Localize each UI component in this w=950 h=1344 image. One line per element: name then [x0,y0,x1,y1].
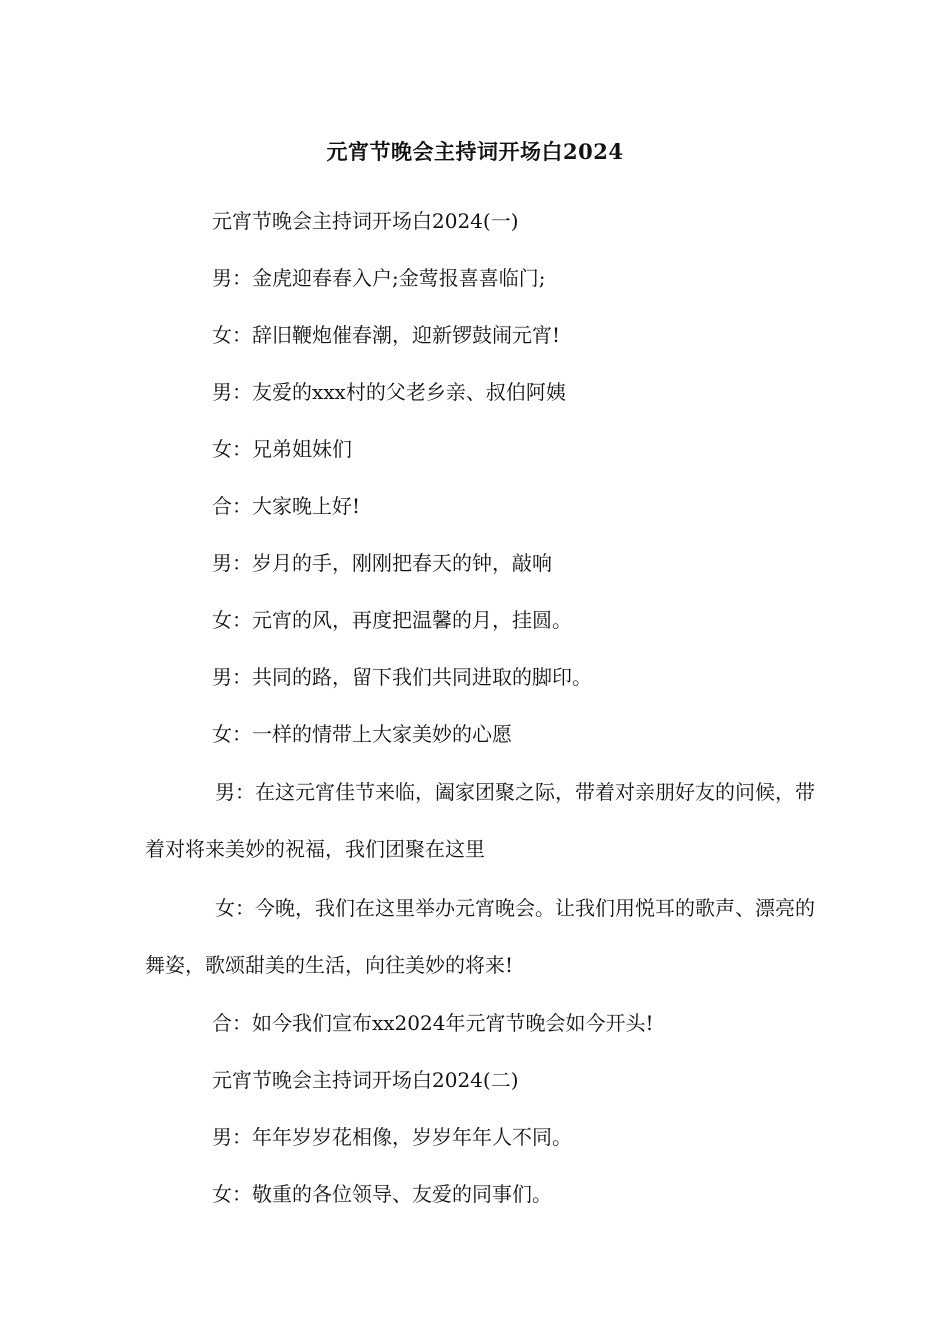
paragraph: 男：友爱的xxx村的父老乡亲、叔伯阿姨 [212,380,566,404]
paragraph: 男：岁月的手，刚刚把春天的钟，敲响 [212,551,552,575]
paragraph: 男：在这元宵佳节来临，阖家团聚之际，带着对亲朋好友的问候，带着对将来美妙的祝福，我们团聚在这里 [145,780,815,861]
paragraph: 女：元宵的风，再度把温馨的月，挂圆。 [212,608,572,632]
paragraph: 男：金虎迎春春入户;金莺报喜喜临门; [212,266,546,290]
paragraph-section-heading-1: 元宵节晚会主持词开场白2024(一) [212,209,519,233]
paragraph: 合：大家晚上好! [212,494,361,518]
paragraph-section-heading-2: 元宵节晚会主持词开场白2024(二) [212,1068,519,1092]
paragraph: 女：兄弟姐妹们 [212,437,352,461]
paragraph: 女：敬重的各位领导、友爱的同事们。 [212,1182,552,1206]
document-title: 元宵节晚会主持词开场白2024 [326,139,624,164]
paragraph: 女：一样的情带上大家美妙的心愿 [212,722,512,746]
paragraph: 女：辞旧鞭炮催春潮，迎新锣鼓闹元宵! [212,323,561,347]
paragraph: 男：年年岁岁花相像，岁岁年年人不同。 [212,1125,572,1149]
paragraph: 合：如今我们宣布xx2024年元宵节晚会如今开头! [212,1011,654,1035]
paragraph: 女：今晚，我们在这里举办元宵晚会。让我们用悦耳的歌声、漂亮的舞姿，歌颂甜美的生活，向往美妙的将来! [145,896,815,977]
paragraph: 男：共同的路，留下我们共同进取的脚印。 [212,665,592,689]
